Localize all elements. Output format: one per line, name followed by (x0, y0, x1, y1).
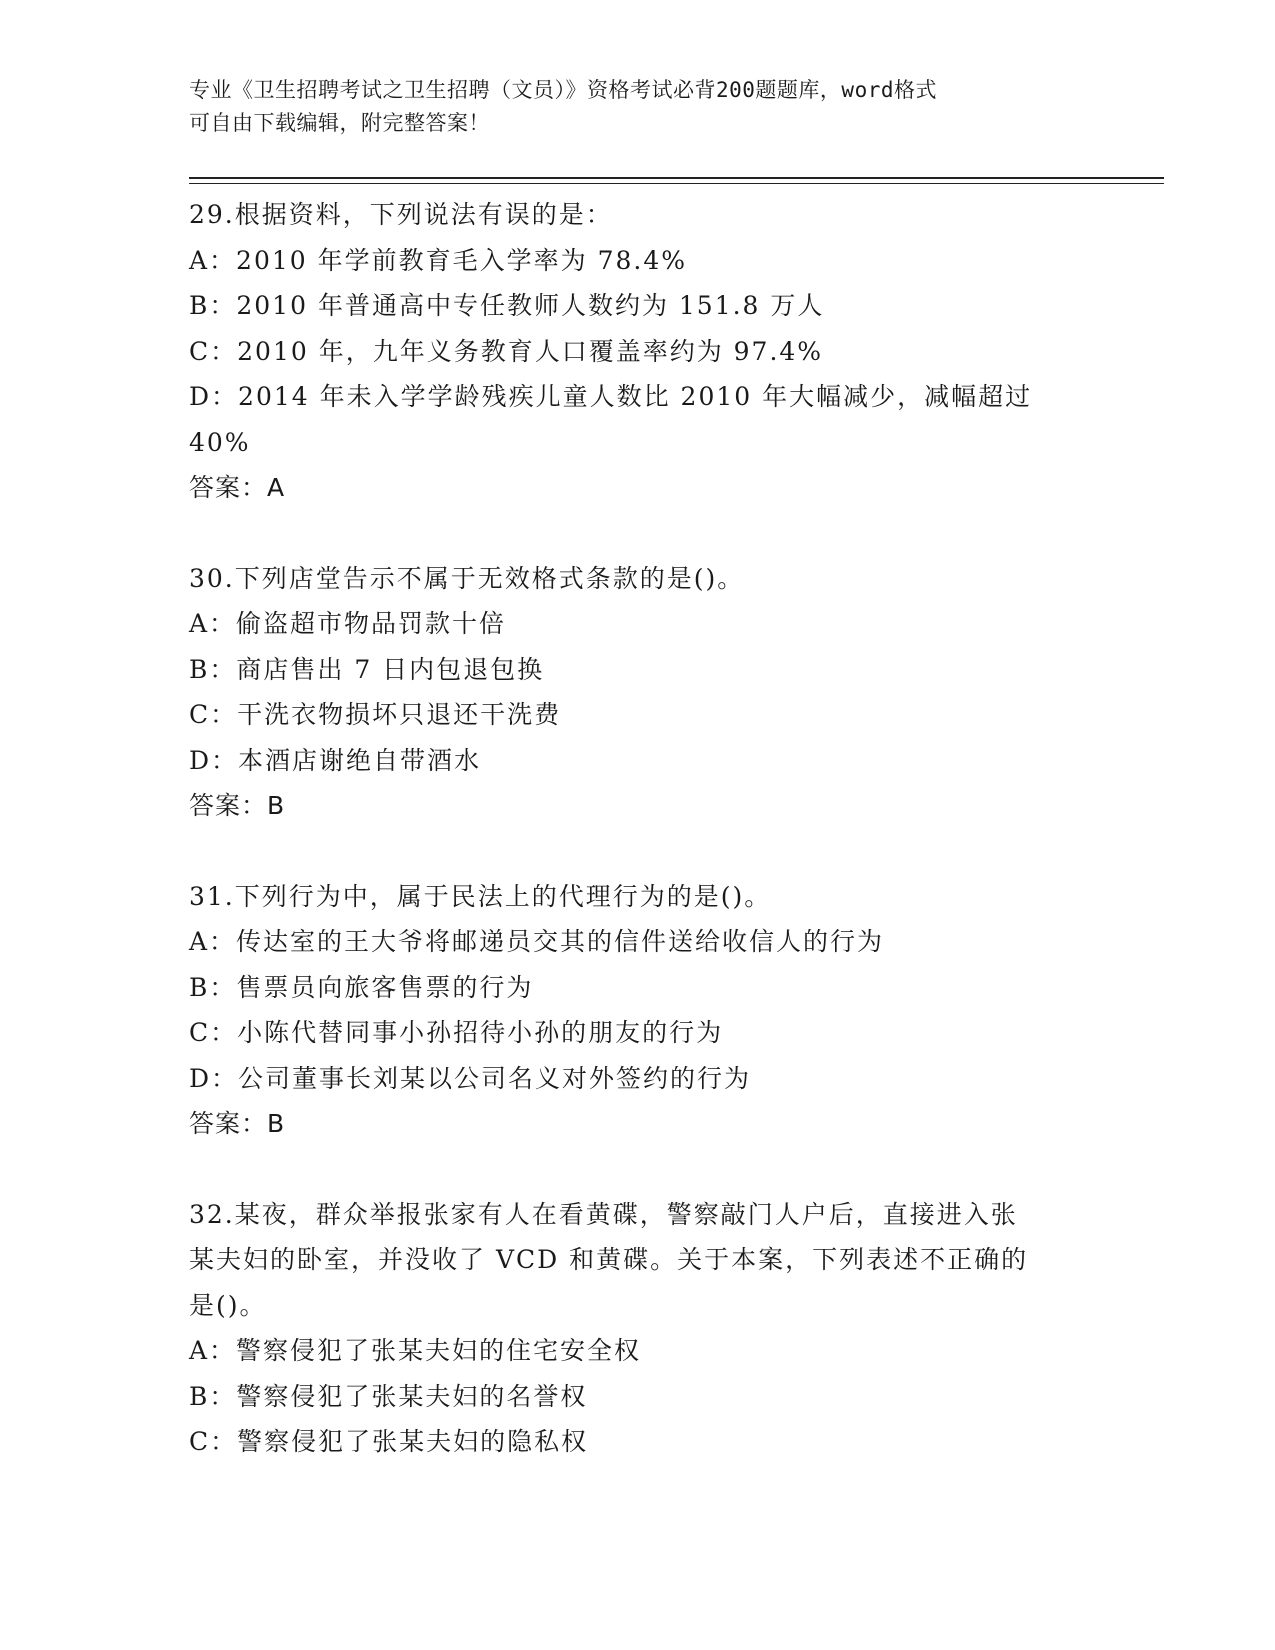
document-header (189, 74, 1089, 140)
question-stem-continued: 是()。 (189, 1290, 267, 1320)
header-rule-thick (189, 177, 1164, 179)
question-29 (189, 192, 1089, 511)
question-stem-continued: 某夫妇的卧室，并没收了 VCD 和黄碟。关于本案，下列表述不正确的 (189, 1245, 1029, 1274)
option-b: B：商店售出 7 日内包退包换 (189, 654, 545, 684)
option-a: A：警察侵犯了张某夫妇的住宅安全权 (189, 1336, 642, 1365)
question-stem: 32.某夜，群众举报张家有人在看黄碟，警察敲门人户后，直接进入张 (189, 1199, 1018, 1229)
answer: 答案：B (189, 791, 286, 820)
answer: 答案：A (189, 473, 286, 502)
option-c: C：2010 年，九年义务教育人口覆盖率约为 97.4% (189, 336, 824, 366)
question-30 (189, 556, 1089, 829)
option-a: A：传达室的王大爷将邮递员交其的信件送给收信人的行为 (189, 927, 885, 956)
option-b: B：售票员向旅客售票的行为 (189, 972, 534, 1002)
question-32 (189, 1192, 1089, 1465)
option-c: C：干洗衣物损坏只退还干洗费 (189, 700, 562, 729)
option-d: D：2014 年未入学学龄残疾儿童人数比 2010 年大幅减少，减幅超过 (189, 382, 1033, 411)
option-b: B：警察侵犯了张某夫妇的名誉权 (189, 1381, 588, 1411)
header-line-2: 可自由下载编辑，附完整答案！ (189, 111, 490, 135)
question-stem: 31.下列行为中，属于民法上的代理行为的是()。 (189, 881, 772, 911)
question-stem: 29.根据资料，下列说法有误的是： (189, 200, 613, 229)
option-c: C：小陈代替同事小孙招待小孙的朋友的行为 (189, 1018, 724, 1047)
option-d-continued: 40% (189, 427, 251, 457)
option-d: D：本酒店谢绝自带酒水 (189, 745, 482, 775)
answer: 答案：B (189, 1109, 286, 1138)
question-31 (189, 874, 1089, 1147)
option-a: A：偷盗超市物品罚款十倍 (189, 609, 507, 638)
option-d: D：公司董事长刘某以公司名义对外签约的行为 (189, 1063, 752, 1093)
question-list (189, 192, 1089, 1510)
option-b: B：2010 年普通高中专任教师人数约为 151.8 万人 (189, 291, 825, 320)
option-a: A：2010 年学前教育毛入学率为 78.4% (189, 245, 687, 275)
option-c: C：警察侵犯了张某夫妇的隐私权 (189, 1427, 589, 1456)
question-stem: 30.下列店堂告示不属于无效格式条款的是()。 (189, 563, 745, 593)
header-line-1: 专业《卫生招聘考试之卫生招聘（文员）》资格考试必背200题题库，word格式 (189, 78, 937, 102)
header-rule-thin (189, 183, 1164, 184)
